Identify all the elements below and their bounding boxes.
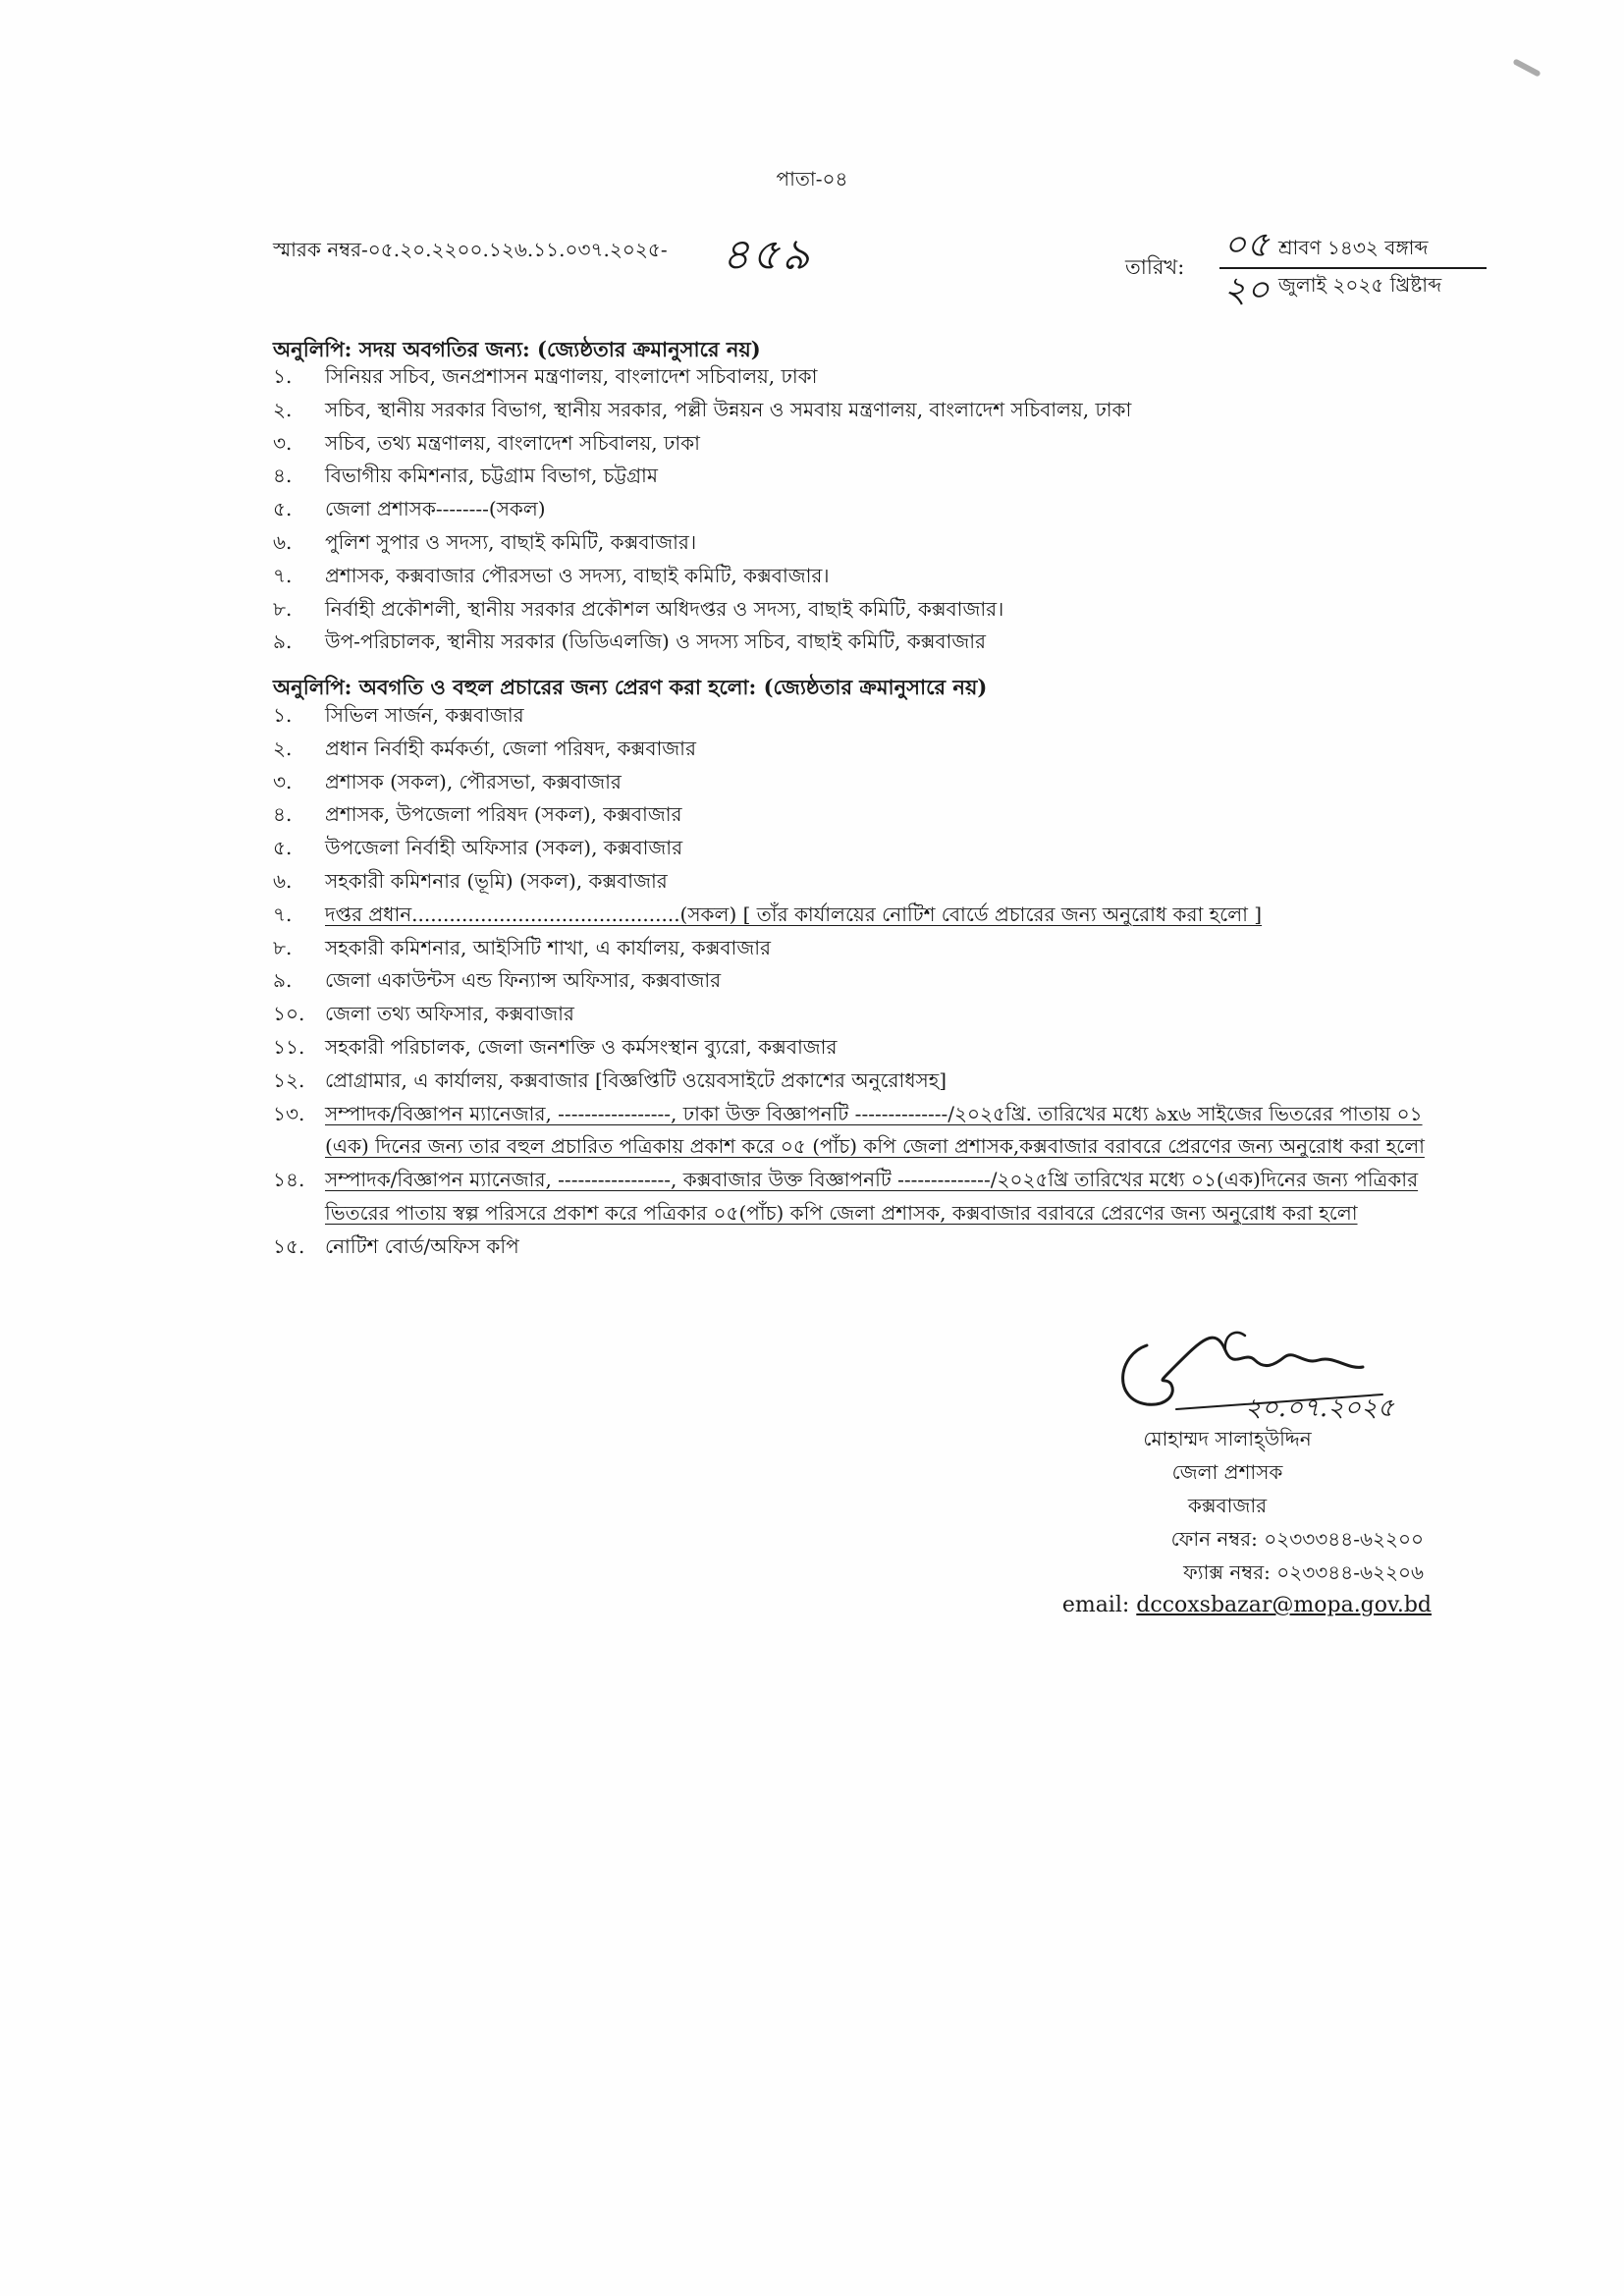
list-item — [273, 460, 1471, 493]
list-item — [273, 493, 1471, 526]
list-item — [273, 593, 1471, 627]
scan-mark — [1512, 58, 1541, 77]
date-english: জুলাই ২০২৫ খ্রিষ্টাব্দ — [1278, 273, 1442, 297]
list-item-text: প্রশাসক, কক্সবাজার পৌরসভা ও সদস্য, বাছাই কমিটি, কক্সবাজার। — [325, 563, 830, 587]
signatory-email-line — [1031, 1589, 1432, 1622]
list-item — [273, 766, 1471, 799]
list-item-text: জেলা প্রশাসক--------(সকল) — [325, 497, 546, 521]
list-item-text: সহকারী পরিচালক, জেলা জনশক্তি ও কর্মসংস্থান ব্যুরো, কক্সবাজার — [325, 1034, 838, 1059]
list-item — [273, 1164, 1471, 1230]
list-item-number: ৮. — [273, 935, 293, 959]
list-item-text: সহকারী কমিশনার, আইসিটি শাখা, এ কার্যালয়, কক্সবাজার — [325, 935, 772, 959]
memo-handwritten-number: ৪৫৯ — [722, 230, 812, 280]
list-item-number: ৫. — [273, 836, 293, 860]
signature-date: ২০.০৭.২০২৫ — [1245, 1394, 1394, 1423]
list-item-number: ৭. — [273, 563, 293, 587]
list-item-text: সচিব, স্থানীয় সরকার বিভাগ, স্থানীয় সরকার, পল্লী উন্নয়ন ও সমবায় মন্ত্রণালয়, বাংলাদেশ সচিবালয়, ঢাকা — [325, 397, 1132, 421]
list-item-text: সচিব, তথ্য মন্ত্রণালয়, বাংলাদেশ সচিবালয়, ঢাকা — [325, 430, 700, 455]
list-item-number: ৫. — [273, 497, 293, 521]
list-item-number: ৯. — [273, 968, 293, 993]
list-item — [273, 394, 1471, 427]
date-block — [1125, 224, 1489, 310]
list-item — [273, 733, 1471, 766]
list-item-number: ৩. — [273, 769, 293, 793]
list-item-number: ৯. — [273, 629, 293, 654]
list-item — [273, 798, 1471, 832]
list-item-text: উপজেলা নির্বাহী অফিসার (সকল), কক্সবাজার — [325, 836, 683, 860]
list-item-number: ৬. — [273, 868, 293, 893]
list-item-number: ১২. — [273, 1067, 305, 1092]
list-item-text: বিভাগীয় কমিশনার, চট্টগ্রাম বিভাগ, চট্টগ্রাম — [325, 464, 658, 488]
list-item-number: ১৪. — [273, 1168, 305, 1192]
list-item — [273, 964, 1471, 998]
list-item — [273, 560, 1471, 593]
list-item — [273, 932, 1471, 965]
list-item-number: ১১. — [273, 1034, 305, 1059]
list-item — [273, 1031, 1471, 1065]
section2-heading: অনুলিপি: অবগতি ও বহুল প্রচারের জন্য প্রেরণ করা হলো: (জ্যেষ্ঠতার ক্রমানুসারে নয়) — [273, 675, 988, 699]
section2-list — [273, 699, 1471, 1264]
list-item-text: দপ্তর প্রধান...........................................(সকল) [ তাঁর কার্যালয়ের নোটিশ বোর্ডে প্রচারের জন্য অনুরোধ করা হলো ] — [325, 902, 1263, 926]
list-item-number: ৮. — [273, 596, 293, 621]
list-item-number: ১. — [273, 364, 293, 388]
list-item-text: জেলা একাউন্টস এন্ড ফিন্যান্স অফিসার, কক্সবাজার — [325, 968, 722, 993]
signature-image — [1108, 1306, 1402, 1424]
list-item — [273, 427, 1471, 461]
page-number: পাতা-০৪ — [776, 167, 848, 191]
list-item — [273, 1098, 1471, 1165]
section1-heading: অনুলিপি: সদয় অবগতির জন্য: (জ্যেষ্ঠতার ক্রমানুসারে নয়) — [273, 337, 761, 361]
memo-number: স্মারক নম্বর-০৫.২০.২২০০.১২৬.১১.০৩৭.২০২৫- — [273, 238, 668, 261]
list-item — [273, 360, 1471, 394]
list-item — [273, 626, 1471, 659]
list-item-number: ৭. — [273, 902, 293, 926]
list-item-number: ১০. — [273, 1002, 305, 1026]
list-item-text: জেলা তথ্য অফিসার, কক্সবাজার — [325, 1002, 574, 1026]
list-item-text: উপ-পরিচালক, স্থানীয় সরকার (ডিডিএলজি) ও সদস্য সচিব, বাছাই কমিটি, কক্সবাজার — [325, 629, 987, 654]
signatory-office: কক্সবাজার — [1187, 1494, 1268, 1517]
list-item-text: সম্পাদক/বিজ্ঞাপন ম্যানেজার, -----------------, কক্সবাজার উক্ত বিজ্ঞাপনটি --------------/২০২৫খ্রি তারিখের মধ্যে ০১(এক)দিনের জন্য পত্রিকার ভিতরের পাতায় স্বল্প পরিসরে প্রকাশ করে পত্রিকার ০৫(পাঁচ) কপি জেলা প্রশাসক, কক্সবাজার বরাবরে প্রেরণের জন্য অনুরোধ করা হলো — [325, 1168, 1419, 1225]
signatory-designation: জেলা প্রশাসক — [1171, 1460, 1283, 1484]
date-bangla-day-handwritten: ০৫ — [1223, 225, 1270, 265]
list-item-number: ১৩. — [273, 1101, 305, 1125]
list-item — [273, 1230, 1471, 1264]
list-item — [273, 865, 1471, 899]
list-item-number: ৩. — [273, 430, 293, 455]
list-item-text: সিনিয়র সচিব, জনপ্রশাসন মন্ত্রণালয়, বাংলাদেশ সচিবালয়, ঢাকা — [325, 364, 818, 388]
list-item — [273, 899, 1471, 932]
list-item — [273, 1065, 1471, 1098]
list-item-number: ১. — [273, 703, 293, 727]
date-label: তারিখ: — [1125, 255, 1185, 279]
list-item-number: ২. — [273, 736, 293, 760]
list-item — [273, 998, 1471, 1031]
signatory-fax: ফ্যাক্স নম্বর: ০২৩৩৪৪-৬২২০৬ — [1183, 1560, 1424, 1584]
list-item-number: ২. — [273, 397, 293, 421]
list-item-text: পুলিশ সুপার ও সদস্য, বাছাই কমিটি, কক্সবাজার। — [325, 529, 697, 554]
list-item-text: সম্পাদক/বিজ্ঞাপন ম্যানেজার, -----------------, ঢাকা উক্ত বিজ্ঞাপনটি --------------/২০২৫খ্রি. তারিখের মধ্যে ৯x৬ সাইজের ভিতরের পাতায় ০১ (এক) দিনের জন্য তার বহুল প্রচারিত পত্রিকায় প্রকাশ করে ০৫ (পাঁচ) কপি জেলা প্রশাসক,কক্সবাজার বরাবরে প্রেরণের জন্য অনুরোধ করা হলো — [325, 1101, 1425, 1159]
list-item-text: প্রোগ্রামার, এ কার্যালয়, কক্সবাজার [বিজ্ঞপ্তিটি ওয়েবসাইটে প্রকাশের অনুরোধসহ] — [325, 1067, 947, 1092]
email-label: email: — [1061, 1593, 1130, 1617]
list-item-text: প্রশাসক, উপজেলা পরিষদ (সকল), কক্সবাজার — [325, 802, 682, 827]
list-item — [273, 832, 1471, 865]
signatory-block — [1031, 1422, 1432, 1622]
list-item-text: প্রধান নির্বাহী কর্মকর্তা, জেলা পরিষদ, কক্সবাজার — [325, 736, 696, 760]
list-item-number: ১৫. — [273, 1233, 305, 1258]
section1-list — [273, 360, 1471, 659]
list-item-text: প্রশাসক (সকল), পৌরসভা, কক্সবাজার — [325, 769, 622, 793]
signatory-name: মোহাম্মদ সালাহ্উদ্দিন — [1143, 1427, 1312, 1450]
list-item-number: ৬. — [273, 529, 293, 554]
list-item — [273, 699, 1471, 733]
list-item-text: সহকারী কমিশনার (ভূমি) (সকল), কক্সবাজার — [325, 868, 668, 893]
signatory-phone: ফোন নম্বর: ০২৩৩৩৪৪-৬২২০০ — [1170, 1527, 1424, 1551]
email-link[interactable]: dccoxsbazar@mopa.gov.bd — [1136, 1593, 1432, 1617]
list-item-number: ৪. — [273, 802, 293, 827]
list-item — [273, 526, 1471, 560]
list-item-text: সিভিল সার্জন, কক্সবাজার — [325, 703, 524, 727]
list-item-number: ৪. — [273, 464, 293, 488]
list-item-text: নির্বাহী প্রকৌশলী, স্থানীয় সরকার প্রকৌশল অধিদপ্তর ও সদস্য, বাছাই কমিটি, কক্সবাজার। — [325, 596, 1004, 621]
date-english-day-handwritten: ২০ — [1223, 270, 1270, 310]
list-item-text: নোটিশ বোর্ড/অফিস কপি — [325, 1233, 519, 1258]
date-bangla: শ্রাবণ ১৪৩২ বঙ্গাব্দ — [1278, 236, 1429, 259]
